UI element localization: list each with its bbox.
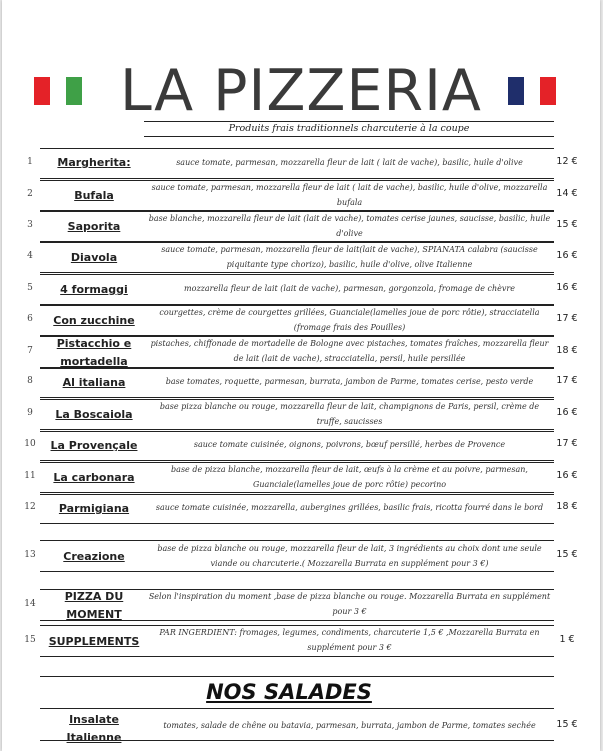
pizza-name: 4 formaggi: [60, 283, 128, 296]
row-divider: [40, 272, 554, 273]
row-divider: [40, 494, 554, 495]
row-divider: [40, 523, 554, 524]
pizza-price: 17 €: [556, 438, 578, 449]
pizza-description: courgettes, crème de courgettes grillées, Guanciale(lamelles joue de porc rôtie), stracciatella (fromage frais des Pouilles): [159, 308, 540, 332]
salads-divider: [40, 676, 554, 677]
row-divider: [40, 148, 554, 149]
item-number: 8: [27, 376, 33, 386]
row-divider: [40, 492, 554, 493]
pizza-price: 16 €: [556, 407, 578, 418]
pizza-description: Selon l'inspiration du moment ,base de pizza blanche ou rouge. Mozzarella Burrata en supplément pour 3 €: [148, 592, 551, 616]
pizza-name: Saporita: [67, 220, 121, 233]
pizza-description: sauce tomate, parmesan, mozzarella fleur de lait ( lait de vache), basilic, huile d'olive: [176, 158, 523, 167]
pizza-description: sauce tomate cuisinée, oignons, poivrons, bœuf persillé, herbes de Provence: [193, 440, 506, 449]
pizza-description: base tomates, roquette, parmesan, burrata, jambon de Parme, tomates cerise, pesto verde: [165, 377, 534, 386]
pizza-name: Con zucchine: [53, 314, 135, 327]
pizza-price: 12 €: [556, 156, 578, 167]
pizza-price: 15 €: [556, 549, 578, 560]
pizza-price: 17 €: [556, 375, 578, 386]
pizza-name: Parmigiana: [58, 502, 130, 515]
pizza-description: mozzarella fleur de lait (lait de vache), parmesan, gorgonzola, fromage de chèvre: [184, 284, 515, 293]
pizza-price: 18 €: [556, 345, 578, 356]
french-flag-right: [508, 77, 556, 105]
flag-stripe-white: [50, 77, 66, 105]
pizza-name: Creazione: [63, 550, 125, 563]
pizza-name: La Boscaiola: [55, 408, 133, 421]
pizza-name: SUPPLEMENTS: [48, 635, 140, 648]
item-number: 5: [27, 283, 33, 293]
pizza-price: 15 €: [556, 219, 578, 230]
row-divider: [40, 397, 554, 398]
pizza-description: base de pizza blanche ou rouge, mozzarella fleur de lait, 3 ingrédients au choix dont une seule viande ou charcuterie.( Mozzarella Burrata en supplément pour 3 €): [157, 544, 542, 568]
pizza-name: PIZZA DU MOMENT: [64, 590, 124, 621]
pizza-price: 16 €: [556, 470, 578, 481]
item-number: 14: [24, 599, 36, 609]
salads-title: NOS SALADES: [206, 680, 372, 704]
pizza-name: Diavola: [70, 251, 118, 264]
menu-page: [2, 0, 600, 751]
row-divider: [40, 368, 554, 369]
item-number: 2: [27, 189, 33, 199]
item-number: 4: [27, 251, 33, 261]
pizza-description: base de pizza blanche, mozzarella fleur de lait, œufs à la crème et au poivre, parmesan, Guanciale(lamelles joue de porc rôtie) pecorino: [171, 465, 528, 489]
row-divider: [40, 274, 554, 275]
pizza-description: base pizza blanche ou rouge, mozzarella fleur de lait, champignons de Paris, persil, crème de truffe, saucisses: [159, 402, 540, 426]
item-number: 11: [24, 471, 36, 481]
pizza-price: 14 €: [556, 188, 578, 199]
pizza-name: Al italiana: [62, 376, 126, 389]
pizza-description: PAR INGERDIENT: fromages, legumes, condiments, charcuterie 1,5 € ,Mozzarella Burrata en supplément pour 3 €: [159, 628, 540, 652]
pizza-price: 17 €: [556, 313, 578, 324]
italian-flag-left: [34, 77, 82, 105]
pizza-price: 16 €: [556, 250, 578, 261]
row-divider: [40, 571, 554, 572]
pizza-description: pistaches, chiffonade de mortadelle de Bologne avec pistaches, tomates fraîches, mozzarella fleur de lait (lait de vache), stracciatella, persil, huile persillée: [150, 339, 549, 363]
pizza-description: sauce tomate, parmesan, mozzarella fleur de lait ( lait de vache), basilic, huile d'olive, mozzarella bufala: [151, 183, 548, 207]
item-number: 3: [27, 220, 33, 230]
pizza-name: La carbonara: [53, 471, 135, 484]
row-divider: [40, 656, 554, 657]
row-divider: [40, 460, 554, 461]
flag-stripe-white: [524, 77, 540, 105]
pizza-price: 1 €: [559, 634, 575, 645]
pizza-price: 16 €: [556, 282, 578, 293]
pizza-description: base blanche, mozzarella fleur de lait (lait de vache), tomates cerise jaunes, saucisse, basilic, huile d'olive: [148, 214, 551, 238]
pizza-description: sauce tomate, parmesan, mozzarella fleur de lait(lait de vache), SPIANATA calabra (saucisse piquitante type chorizo), basilic, huile d'olive, olive Italienne: [161, 245, 538, 269]
flag-stripe-red: [34, 77, 50, 105]
salad-description: tomates, salade de chêne ou batavia, parmesan, burrata, jambon de Parme, tomates sechée: [163, 721, 536, 730]
row-divider: [40, 740, 554, 741]
item-number: 15: [24, 635, 36, 645]
row-divider: [40, 431, 554, 432]
flag-stripe-green: [66, 77, 82, 105]
item-number: 12: [24, 502, 36, 512]
salad-price: 15 €: [556, 719, 578, 730]
item-number: 10: [24, 439, 36, 449]
row-divider: [40, 429, 554, 430]
pizza-name: Bufala: [74, 189, 114, 202]
row-divider: [40, 178, 554, 179]
salads-divider: [40, 708, 554, 709]
item-number: 6: [27, 314, 33, 324]
pizza-name: La Provençale: [50, 439, 138, 452]
item-number: 13: [24, 550, 36, 560]
item-number: 9: [27, 408, 33, 418]
item-number: 1: [27, 157, 33, 167]
flag-stripe-blue: [508, 77, 524, 105]
pizza-price: 18 €: [556, 501, 578, 512]
salad-name: Insalate Italienne: [66, 713, 122, 744]
pizza-name: Pistacchio e mortadella: [56, 337, 132, 368]
pizza-name: Margherita:: [57, 156, 131, 169]
flag-stripe-red: [540, 77, 556, 105]
pizza-description: sauce tomate cuisinée, mozzarella, aubergines grillées, basilic frais, ricotta fourré dans le bord: [155, 503, 544, 512]
subtitle: Produits frais traditionnels charcuterie à la coupe: [144, 121, 554, 137]
item-number: 7: [27, 346, 33, 356]
page-title: LA PIZZERIA: [120, 58, 482, 124]
